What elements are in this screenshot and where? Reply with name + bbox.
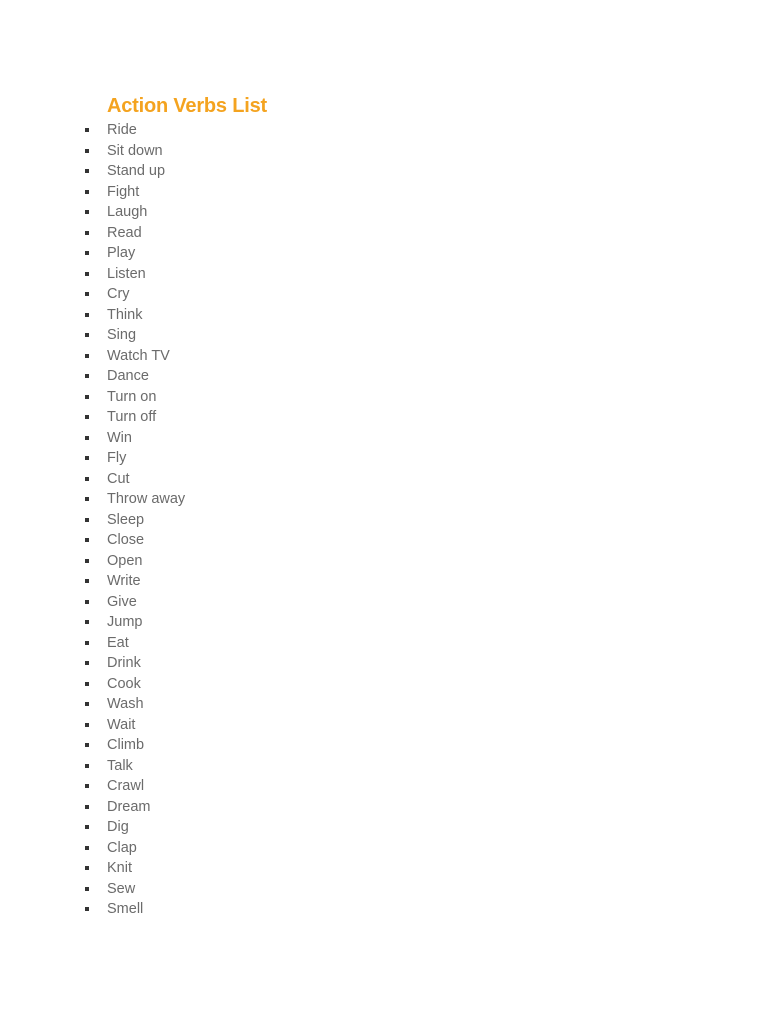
square-bullet-icon xyxy=(85,764,89,768)
list-item-label: Turn off xyxy=(107,409,157,425)
list-item-label: Sew xyxy=(107,880,136,897)
list-item-label: Smell xyxy=(107,901,144,917)
square-bullet-icon xyxy=(85,292,89,296)
square-bullet-icon xyxy=(85,682,89,686)
square-bullet-icon xyxy=(85,866,89,870)
list-item-label: Wait xyxy=(107,716,136,733)
square-bullet-icon xyxy=(85,374,89,378)
square-bullet-icon xyxy=(85,723,89,727)
list-item-label: Stand up xyxy=(107,163,166,179)
list-item-label: Dig xyxy=(107,819,129,835)
list-item-label: Listen xyxy=(107,265,146,282)
list-item-label: Write xyxy=(107,573,141,589)
square-bullet-icon xyxy=(85,825,89,829)
list-item-label: Fight xyxy=(107,183,140,200)
square-bullet-icon xyxy=(85,805,89,809)
list-item-label: Throw away xyxy=(107,491,186,507)
list-item-label: Clap xyxy=(107,839,137,856)
list-item-label: Turn on xyxy=(107,388,157,405)
square-bullet-icon xyxy=(85,538,89,542)
square-bullet-icon xyxy=(85,313,89,317)
list-item-label: Sleep xyxy=(107,511,145,528)
square-bullet-icon xyxy=(85,641,89,645)
list-item-label: Sit down xyxy=(107,142,163,159)
square-bullet-icon xyxy=(85,190,89,194)
square-bullet-icon xyxy=(85,784,89,788)
square-bullet-icon xyxy=(85,272,89,276)
square-bullet-icon xyxy=(85,661,89,665)
square-bullet-icon xyxy=(85,743,89,747)
list-item-label: Give xyxy=(107,593,137,610)
square-bullet-icon xyxy=(85,354,89,358)
square-bullet-icon xyxy=(85,210,89,214)
square-bullet-icon xyxy=(85,231,89,235)
list-item-label: Watch TV xyxy=(107,347,170,364)
list-item-label: Play xyxy=(107,245,136,261)
list-item-label: Crawl xyxy=(107,778,145,794)
list-item-label: Climb xyxy=(107,737,145,753)
square-bullet-icon xyxy=(85,600,89,604)
square-bullet-icon xyxy=(85,169,89,173)
square-bullet-icon xyxy=(85,415,89,419)
list-item-label: Sing xyxy=(107,327,137,343)
square-bullet-icon xyxy=(85,579,89,583)
list-item-label: Fly xyxy=(107,450,127,466)
list-item-label: Cook xyxy=(107,675,141,692)
square-bullet-icon xyxy=(85,559,89,563)
square-bullet-icon xyxy=(85,907,89,911)
list-item-label: Open xyxy=(107,552,143,569)
square-bullet-icon xyxy=(85,149,89,153)
square-bullet-icon xyxy=(85,887,89,891)
list-item-label: Ride xyxy=(107,122,137,138)
square-bullet-icon xyxy=(85,436,89,440)
square-bullet-icon xyxy=(85,333,89,337)
square-bullet-icon xyxy=(85,251,89,255)
square-bullet-icon xyxy=(85,456,89,460)
square-bullet-icon xyxy=(85,620,89,624)
list-item-label: Jump xyxy=(107,614,143,630)
square-bullet-icon xyxy=(85,846,89,850)
list-item-label: Win xyxy=(107,429,132,446)
square-bullet-icon xyxy=(85,477,89,481)
square-bullet-icon xyxy=(85,395,89,399)
list-item-label: Wash xyxy=(107,696,144,712)
list-item-label: Think xyxy=(107,306,143,323)
square-bullet-icon xyxy=(85,497,89,501)
square-bullet-icon xyxy=(85,518,89,522)
list-item-label: Talk xyxy=(107,757,133,774)
list-item-label: Dance xyxy=(107,368,149,384)
list-item-label: Laugh xyxy=(107,204,148,220)
list-item-label: Knit xyxy=(107,860,132,876)
list-item-label: Cut xyxy=(107,470,130,487)
square-bullet-icon xyxy=(85,702,89,706)
square-bullet-icon xyxy=(85,128,89,132)
list-item-label: Drink xyxy=(107,655,141,671)
list-item-label: Dream xyxy=(107,798,151,815)
list-item-label: Close xyxy=(107,532,145,548)
page-title: Action Verbs List xyxy=(107,95,267,117)
list-item-label: Eat xyxy=(107,634,129,651)
list-item-label: Cry xyxy=(107,286,130,302)
list-item-label: Read xyxy=(107,224,142,241)
